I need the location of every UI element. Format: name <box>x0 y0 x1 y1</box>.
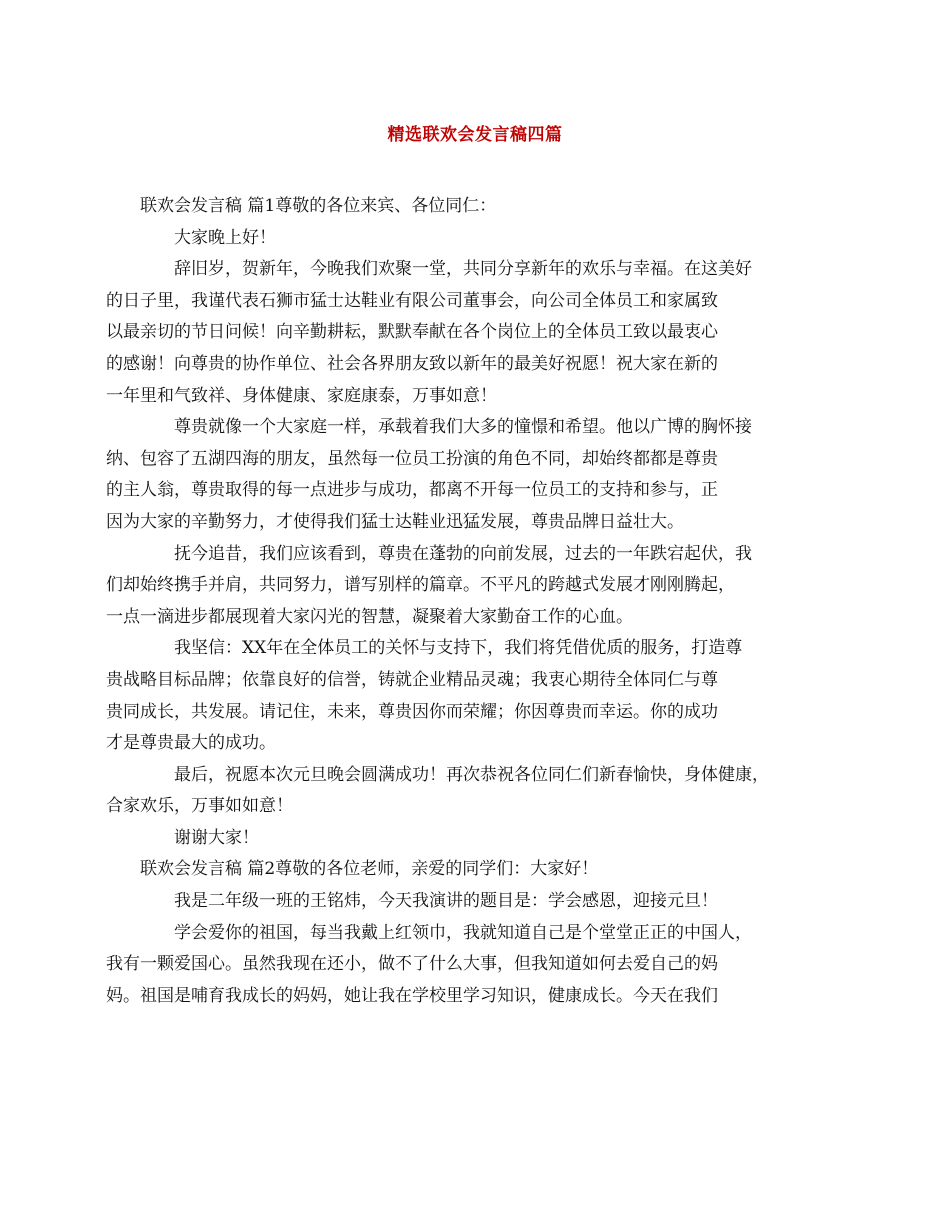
paragraph <box>140 823 830 855</box>
paragraph <box>140 854 830 886</box>
paragraph <box>106 539 830 634</box>
paragraph <box>106 633 830 759</box>
text-line: 我有一颗爱国心。虽然我现在还小，做不了什么大事，但我知道如何去爱自己的妈 <box>106 954 718 975</box>
text-line: 尊贵就像一个大家庭一样，承载着我们大多的憧憬和希望。他以广博的胸怀接 <box>174 417 752 438</box>
text-line: 一点一滴进步都展现着大家闪光的智慧，凝聚着大家勤奋工作的心血。 <box>106 606 633 627</box>
text-line: 辞旧岁，贺新年，今晚我们欢聚一堂，共同分享新年的欢乐与幸福。在这美好 <box>174 259 752 280</box>
text-line: 的主人翁，尊贵取得的每一点进步与成功，都离不开每一位员工的支持和参与，正 <box>106 480 718 501</box>
paragraph <box>106 918 830 1013</box>
text-line: 纳、包容了五湖四海的朋友，虽然每一位员工扮演的角色不同，却始终都都是尊贵 <box>106 448 718 469</box>
paragraph <box>140 886 830 918</box>
text-line: 合家欢乐，万事如如意！ <box>106 796 293 817</box>
paragraph <box>140 191 830 223</box>
document-body <box>106 191 830 1012</box>
paragraph <box>140 223 830 255</box>
paragraph <box>106 412 830 538</box>
text-line: 学会爱你的祖国，每当我戴上红领巾，我就知道自己是个堂堂正正的中国人， <box>174 922 752 943</box>
text-line: 联欢会发言稿 篇2尊敬的各位老师，亲爱的同学们：大家好！ <box>140 859 599 880</box>
text-line: 的感谢！向尊贵的协作单位、社会各界朋友致以新年的最美好祝愿！祝大家在新的 <box>106 353 718 374</box>
text-line: 我坚信：XX年在全体员工的关怀与支持下，我们将凭借优质的服务，打造尊 <box>174 638 743 659</box>
text-line: 谢谢大家！ <box>174 827 259 848</box>
paragraph <box>106 760 830 823</box>
text-line: 我是二年级一班的王铭炜，今天我演讲的题目是：学会感恩，迎接元旦！ <box>174 891 718 912</box>
document-title: 精选联欢会发言稿四篇 <box>387 125 563 145</box>
text-line: 才是尊贵最大的成功。 <box>106 733 276 754</box>
text-line: 最后，祝愿本次元旦晚会圆满成功！再次恭祝各位同仁们新春愉快，身体健康， <box>174 764 769 785</box>
text-line: 妈。祖国是哺育我成长的妈妈，她让我在学校里学习知识，健康成长。今天在我们 <box>106 985 718 1006</box>
text-line: 贵同成长，共发展。请记住，未来，尊贵因你而荣耀；你因尊贵而幸运。你的成功 <box>106 701 718 722</box>
text-line: 大家晚上好！ <box>174 227 276 248</box>
text-line: 以最亲切的节日问候！向辛勤耕耘，默默奉献在各个岗位上的全体员工致以最衷心 <box>106 322 718 343</box>
text-line: 因为大家的辛勤努力，才使得我们猛士达鞋业迅猛发展，尊贵品牌日益壮大。 <box>106 511 684 532</box>
text-line: 抚今追昔，我们应该看到，尊贵在蓬勃的向前发展，过去的一年跌宕起伏，我 <box>174 543 752 564</box>
text-line: 的日子里，我谨代表石狮市猛士达鞋业有限公司董事会，向公司全体员工和家属致 <box>106 290 718 311</box>
text-line: 们却始终携手并肩，共同努力，谱写别样的篇章。不平凡的跨越式发展才刚刚腾起， <box>106 575 735 596</box>
text-line: 一年里和气致祥、身体健康、家庭康泰，万事如意！ <box>106 385 497 406</box>
text-line: 联欢会发言稿 篇1尊敬的各位来宾、各位同仁： <box>140 196 497 216</box>
text-line: 贵战略目标品牌；依靠良好的信誉，铸就企业精品灵魂；我衷心期待全体同仁与尊 <box>106 669 718 690</box>
paragraph <box>106 254 830 412</box>
